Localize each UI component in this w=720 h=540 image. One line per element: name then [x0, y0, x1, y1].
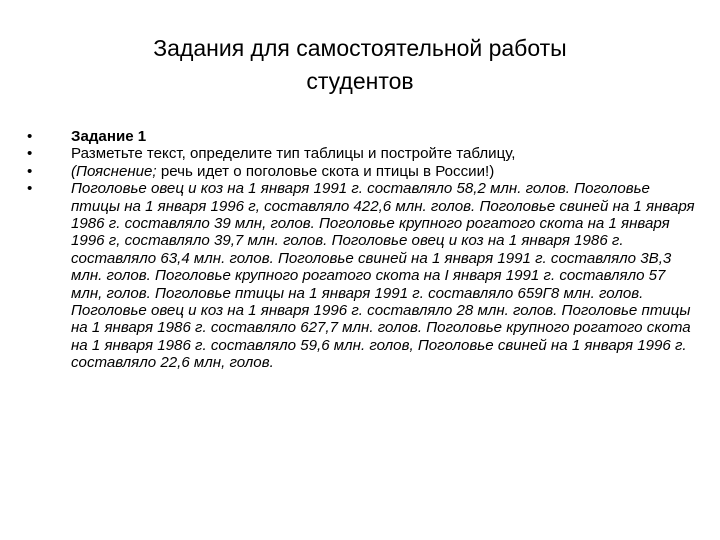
list-item-explanation: [24, 163, 700, 180]
task-bullet-list: [24, 128, 700, 372]
slide-title-line-2: студентов: [306, 68, 414, 94]
bullet-icon: •: [27, 145, 33, 163]
task-instruction: Разметьте текст, определите тип таблицы и постройте таблицу,: [71, 145, 516, 163]
bullet-icon: •: [27, 180, 33, 198]
list-item-source-text: [24, 180, 700, 371]
slide-title: [60, 32, 660, 98]
slide-title-line-1: Задания для самостоятельной работы: [153, 35, 567, 61]
task-heading: Задание 1: [71, 128, 147, 145]
explanation-text: речь идет о поголовье скота и птицы в России!): [156, 162, 495, 180]
explanation-prefix: (Пояснение;: [71, 162, 157, 180]
list-item-instruction: [24, 145, 700, 162]
source-text-paragraph: Поголовье овец и коз на 1 января 1991 г. составляло 58,2 млн. голов. Поголовье птицы на 1 января 1996 г, составляло 422,6 млн. голов. Поголовье свиней на 1 января 1986 г. составляло 39 млн, голов. Поголовье крупного рогатого скота на 1 января 1996 г, составляло 39,7 млн. голов. Поголовье овец и коз на 1 января 1986 г. составляло 63,4 млн. голов. Поголовье свиней на 1 января 1991 г. составляло 3В,3 млн. голов. Поголовье крупного рогатого скота на I января 1991 г. составляло 57 млн, голов. Поголовье птицы на 1 января 1991 г. составляло 659Г8 млн. голов. Поголовье овец и коз на 1 января 1996 г. составляло 28 млн. голов. Поголовье птицы на 1 января 1986 г. составляло 627,7 млн. голов. Поголовье крупного рогатого скота на 1 января 1986 г. составляло 59,6 млн. голов, Поголовье свиней на 1 января 1996 г. составляло 22,6 млн, голов.: [71, 180, 695, 372]
bullet-icon: •: [27, 128, 33, 145]
list-item-task-heading: [24, 128, 700, 145]
bullet-icon: •: [27, 162, 33, 180]
